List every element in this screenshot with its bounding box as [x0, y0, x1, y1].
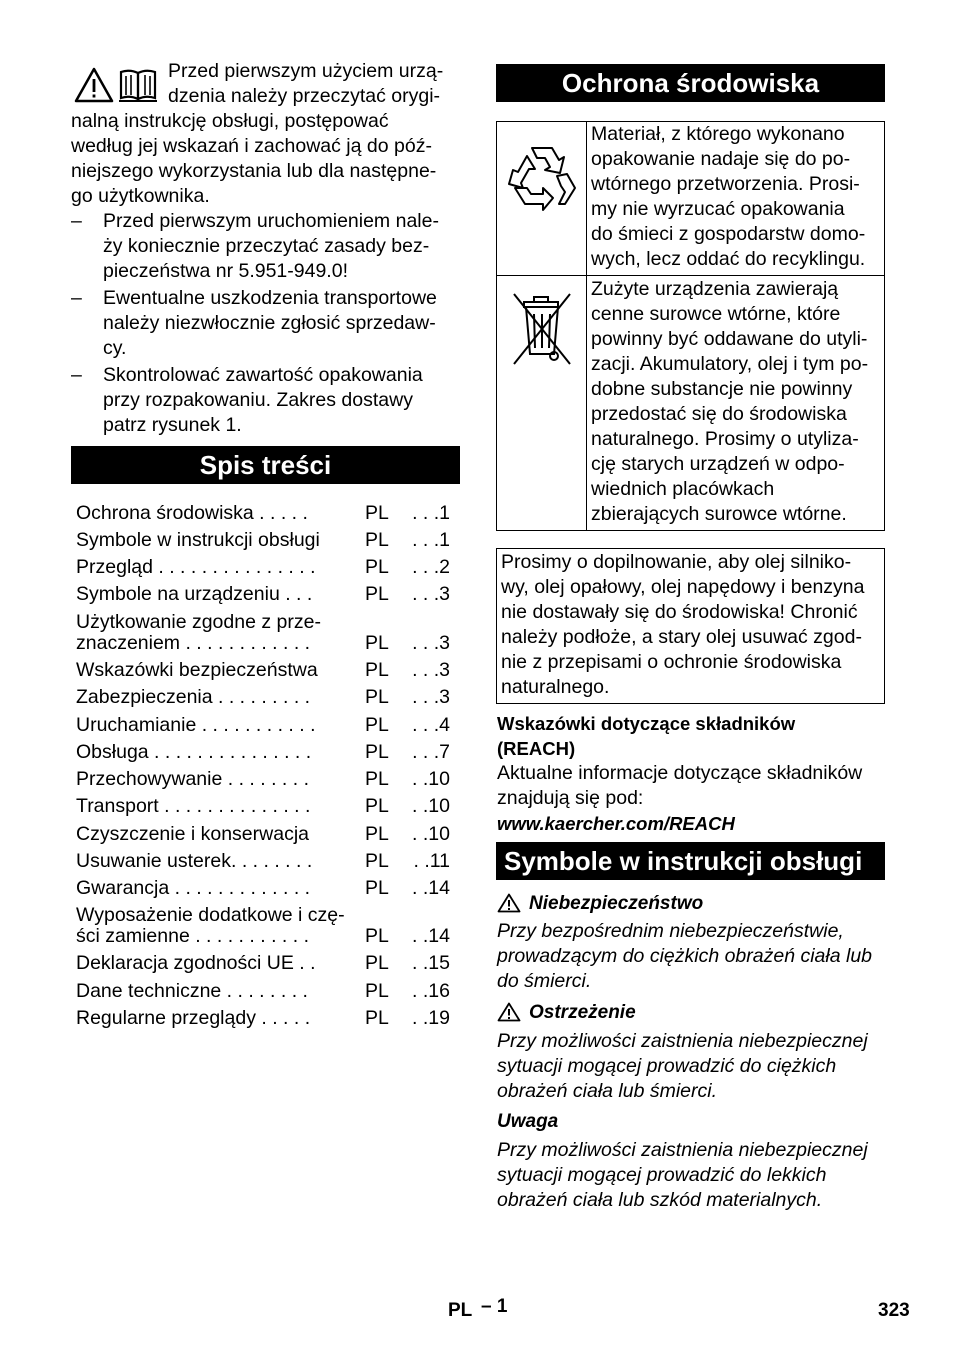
manual-book-icon: [118, 66, 160, 104]
bullet-line: należy niezwłocznie zgłosić sprzedaw-: [103, 312, 436, 334]
toc-lang: PL: [365, 952, 389, 974]
recycle-line: my nie wyrzucać opakowania: [591, 198, 845, 220]
toc-row[interactable]: [76, 556, 456, 581]
toc-title: Symbole na urządzeniu . . .: [76, 583, 313, 605]
toc-title: Transport . . . . . . . . . . . . . .: [76, 795, 311, 817]
toc-row[interactable]: [76, 768, 456, 793]
toc-title-cont: ści zamienne . . . . . . . . . . .: [76, 925, 309, 947]
toc-row[interactable]: [76, 823, 456, 848]
bin-line: dobne substancje nie powinny: [591, 378, 853, 400]
toc-title: Przechowywanie . . . . . . . .: [76, 768, 310, 790]
crossed-out-bin-icon: [510, 290, 576, 370]
oil-line: Prosimy o dopilnowanie, aby olej silniko-: [501, 551, 852, 573]
footer-language: PL: [448, 1300, 473, 1321]
oil-line: należy podłoże, a stary olej usuwać zgod-: [501, 626, 862, 648]
toc-title: Ochrona środowiska . . . . .: [76, 502, 308, 524]
note-text: Przy możliwości zaistnienia niebezpiecznej: [497, 1139, 868, 1161]
toc-page: . . .3: [412, 659, 450, 681]
reach-heading: Wskazówki dotyczące składników: [497, 713, 796, 734]
toc-page: . .19: [412, 1007, 450, 1029]
oil-line: wy, olej opałowy, olej napędowy i benzyna: [501, 576, 865, 598]
bullet-dash: –: [71, 364, 82, 386]
bin-line: zbierających surowce wtórne.: [591, 503, 847, 525]
toc-page: . . .3: [412, 632, 450, 654]
toc-page: . .15: [412, 952, 450, 974]
symbols-heading: [496, 842, 885, 880]
recycle-line: wych, lecz oddać do recyklingu.: [591, 248, 866, 270]
toc-row[interactable]: [76, 741, 456, 766]
reach-url-link[interactable]: www.kaercher.com/REACH: [497, 813, 735, 834]
bullet-line: Skontrolować zawartość opakowania: [103, 364, 423, 386]
bin-line: Zużyte urządzenia zawierają: [591, 278, 839, 300]
toc-lang: PL: [365, 823, 389, 845]
warning-label: Ostrzeżenie: [529, 1002, 636, 1023]
oil-line: nie dostawały się do środowiska! Chronić: [501, 601, 858, 623]
toc-lang: PL: [365, 502, 389, 524]
toc-title: Regularne przeglądy . . . . .: [76, 1007, 311, 1029]
toc-heading-text: Spis treści: [199, 449, 332, 480]
toc-heading: [71, 446, 460, 484]
toc-page: . . .1: [412, 529, 450, 551]
reach-text: znajdują się pod:: [497, 787, 644, 809]
toc-title: Zabezpieczenia . . . . . . . . .: [76, 686, 311, 708]
toc-page: . .16: [412, 980, 450, 1002]
toc-row[interactable]: [76, 583, 456, 608]
note-text: obrażeń ciała lub szkód materialnych.: [497, 1189, 823, 1211]
toc-page: . . .4: [412, 714, 450, 736]
bin-line: przedostać się do środowiska: [591, 403, 847, 425]
danger-text: do śmierci.: [497, 970, 592, 992]
intro-line: niejszego wykorzystania lub dla następne-: [71, 160, 437, 182]
toc-row[interactable]: [76, 795, 456, 820]
toc-row[interactable]: [76, 659, 456, 684]
warning-text: Przy możliwości zaistnienia niebezpiecznej: [497, 1030, 868, 1052]
danger-label: Niebezpieczeństwo: [529, 893, 704, 914]
toc-lang: PL: [365, 632, 389, 654]
footer-section-number: – 1: [481, 1296, 508, 1317]
toc-title: Wskazówki bezpieczeństwa: [76, 659, 318, 681]
toc-lang: PL: [365, 768, 389, 790]
toc-lang: PL: [365, 556, 389, 578]
toc-page: . .11: [413, 850, 450, 872]
toc-page: . .10: [412, 768, 450, 790]
toc-page: . .14: [412, 877, 450, 899]
bin-line: zacji. Akumulatory, olej i tym po-: [591, 353, 869, 375]
bullet-dash: –: [71, 210, 82, 232]
toc-title: Wyposażenie dodatkowe i czę-: [76, 904, 345, 926]
note-text: sytuacji mogącej prowadzić do lekkich: [497, 1164, 827, 1186]
toc-page: . . .3: [412, 583, 450, 605]
toc-lang: PL: [365, 877, 389, 899]
toc-lang: PL: [365, 850, 389, 872]
toc-title: Użytkowanie zgodne z prze-: [76, 611, 321, 633]
bullet-line: Przed pierwszym uruchomieniem nale-: [103, 210, 439, 232]
bullet-dash: –: [71, 287, 82, 309]
toc-row[interactable]: [76, 850, 456, 875]
toc-title: Obsługa . . . . . . . . . . . . . . .: [76, 741, 312, 763]
toc-row[interactable]: [76, 714, 456, 739]
danger-triangle-icon: [497, 893, 521, 913]
toc-title: Usuwanie usterek. . . . . . . .: [76, 850, 313, 872]
toc-page: . .10: [412, 823, 450, 845]
table-divider: [496, 275, 885, 276]
toc-page: . . .3: [412, 686, 450, 708]
toc-title: Czyszczenie i konserwacja: [76, 823, 310, 845]
toc-title: Przegląd . . . . . . . . . . . . . . .: [76, 556, 316, 578]
bin-line: wiednich placówkach: [591, 478, 775, 500]
bullet-line: cy.: [103, 337, 127, 359]
toc-row[interactable]: [76, 529, 456, 554]
toc-lang: PL: [365, 741, 389, 763]
toc-lang: PL: [365, 1007, 389, 1029]
toc-row[interactable]: [76, 952, 456, 977]
bin-line: cenne surowce wtórne, które: [591, 303, 841, 325]
toc-title: Gwarancja . . . . . . . . . . . . .: [76, 877, 311, 899]
note-label: Uwaga: [497, 1111, 559, 1132]
intro-line: go użytkownika.: [71, 185, 210, 207]
warning-text: sytuacji mogącej prowadzić do ciężkich: [497, 1055, 837, 1077]
bullet-line: ży koniecznie przeczytać zasady bez-: [103, 235, 430, 257]
page-number: 323: [878, 1300, 910, 1321]
bin-line: naturalnego. Prosimy o utyliza-: [591, 428, 859, 450]
toc-page: . . .2: [412, 556, 450, 578]
reach-heading: (REACH): [497, 738, 576, 759]
toc-lang: PL: [365, 714, 389, 736]
danger-text: prowadzącym do ciężkich obrażeń ciała lub: [497, 945, 873, 967]
toc-row[interactable]: [76, 877, 456, 902]
toc-page: . .10: [412, 795, 450, 817]
environment-heading: [496, 64, 885, 102]
toc-title: Deklaracja zgodności UE . .: [76, 952, 316, 974]
recycle-line: wtórnego przetworzenia. Prosi-: [591, 173, 860, 195]
recycle-icon: [505, 140, 579, 214]
intro-line: Przed pierwszym użyciem urzą-: [168, 60, 444, 82]
oil-line: nie z przepisami o ochronie środowiska: [501, 651, 842, 673]
bullet-line: Ewentualne uszkodzenia transportowe: [103, 287, 437, 309]
bin-line: powinny być oddawane do utyli-: [591, 328, 868, 350]
table-divider: [586, 121, 587, 530]
bin-line: cję starych urządzeń w odpo-: [591, 453, 845, 475]
toc-row[interactable]: [76, 980, 456, 1005]
recycle-line: opakowanie nadaje się do po-: [591, 148, 851, 170]
toc-lang: PL: [365, 583, 389, 605]
recycle-line: Materiał, z którego wykonano: [591, 123, 845, 145]
toc-title-cont: znaczeniem . . . . . . . . . . . .: [76, 632, 311, 654]
toc-title: Symbole w instrukcji obsługi: [76, 529, 320, 551]
environment-heading-text: Ochrona środowiska: [561, 67, 820, 98]
warning-text: obrażeń ciała lub śmierci.: [497, 1080, 718, 1102]
intro-line: dzenia należy przeczytać orygi-: [168, 85, 441, 107]
toc-page: . .14: [412, 925, 450, 947]
toc-row[interactable]: [76, 686, 456, 711]
bullet-line: patrz rysunek 1.: [103, 414, 242, 436]
intro-line: nalną instrukcję obsługi, postępować: [71, 110, 389, 132]
toc-lang: PL: [365, 529, 389, 551]
bullet-line: pieczeństwa nr 5.951-949.0!: [103, 260, 348, 282]
toc-title: Dane techniczne . . . . . . . .: [76, 980, 308, 1002]
bullet-line: przy rozpakowaniu. Zakres dostawy: [103, 389, 413, 411]
toc-title: Uruchamianie . . . . . . . . . . .: [76, 714, 316, 736]
reach-text: Aktualne informacje dotyczące składników: [497, 762, 863, 784]
danger-text: Przy bezpośrednim niebezpieczeństwie,: [497, 920, 844, 942]
warning-triangle-icon: [497, 1002, 521, 1022]
intro-line: według jej wskazań i zachować ją do póź-: [71, 135, 432, 157]
toc-row[interactable]: [76, 502, 456, 527]
toc-page: . . .7: [412, 741, 450, 763]
toc-lang: PL: [365, 980, 389, 1002]
oil-line: naturalnego.: [501, 676, 610, 698]
toc-page: . . .1: [412, 502, 450, 524]
toc-lang: PL: [365, 795, 389, 817]
toc-lang: PL: [365, 686, 389, 708]
recycle-line: do śmieci z gospodarstw domo-: [591, 223, 866, 245]
toc-row[interactable]: [76, 1007, 456, 1032]
toc-row[interactable]: [76, 904, 456, 950]
toc-lang: PL: [365, 659, 389, 681]
toc-row[interactable]: [76, 611, 456, 657]
toc-lang: PL: [365, 925, 389, 947]
symbols-heading-text: Symbole w instrukcji obsługi: [504, 845, 863, 876]
